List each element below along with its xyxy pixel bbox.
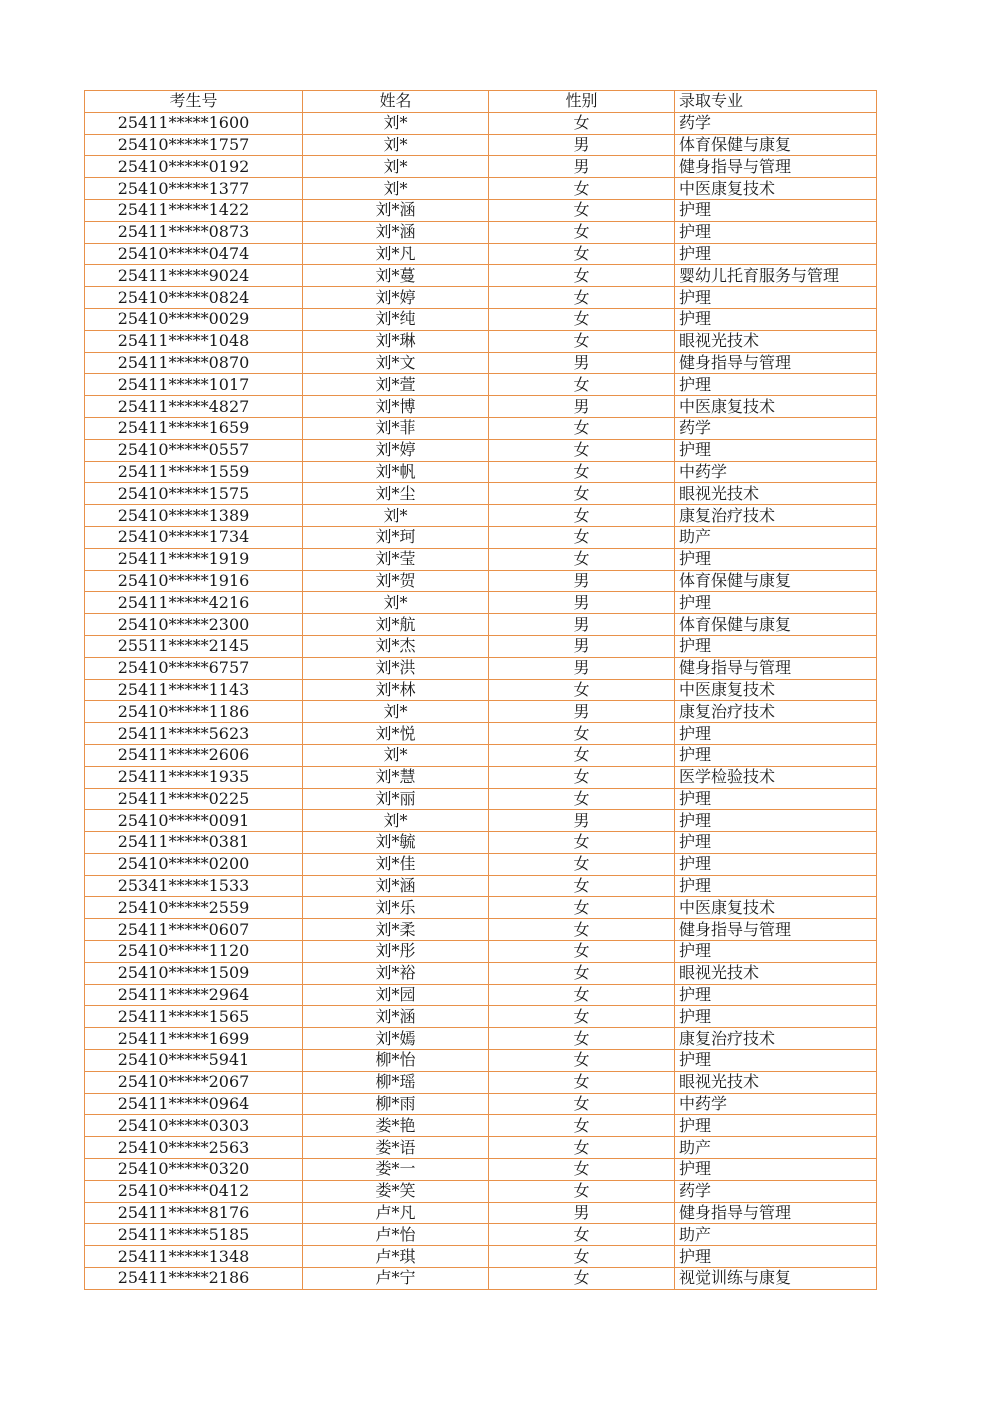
gender-cell: 女 [489, 962, 675, 984]
table-row [85, 766, 877, 788]
exam-id-cell: 25411*****0607 [85, 919, 303, 941]
major-cell: 护理 [675, 810, 877, 832]
gender-cell: 女 [489, 984, 675, 1006]
major-cell: 健身指导与管理 [675, 352, 877, 374]
major-cell: 健身指导与管理 [675, 156, 877, 178]
exam-id-cell: 25411*****1659 [85, 417, 303, 439]
gender-cell: 女 [489, 897, 675, 919]
gender-cell: 女 [489, 875, 675, 897]
gender-cell: 女 [489, 505, 675, 527]
table-row [85, 723, 877, 745]
gender-cell: 女 [489, 112, 675, 134]
exam-id-cell: 25410*****1509 [85, 962, 303, 984]
header-exam-id: 考生号 [85, 91, 303, 113]
table-row [85, 134, 877, 156]
name-cell: 刘*悦 [303, 723, 489, 745]
gender-cell: 女 [489, 1115, 675, 1137]
exam-id-cell: 25411*****1919 [85, 548, 303, 570]
table-row [85, 657, 877, 679]
table-row [85, 526, 877, 548]
table-row [85, 853, 877, 875]
name-cell: 刘*园 [303, 984, 489, 1006]
table-row [85, 875, 877, 897]
name-cell: 刘* [303, 134, 489, 156]
exam-id-cell: 25411*****1699 [85, 1028, 303, 1050]
name-cell: 刘*博 [303, 396, 489, 418]
name-cell: 刘*莹 [303, 548, 489, 570]
exam-id-cell: 25410*****1120 [85, 941, 303, 963]
table-row [85, 1028, 877, 1050]
table-row [85, 461, 877, 483]
major-cell: 康复治疗技术 [675, 1028, 877, 1050]
table-row [85, 1093, 877, 1115]
exam-id-cell: 25410*****1377 [85, 178, 303, 200]
gender-cell: 男 [489, 592, 675, 614]
gender-cell: 女 [489, 766, 675, 788]
exam-id-cell: 25411*****0381 [85, 832, 303, 854]
major-cell: 体育保健与康复 [675, 134, 877, 156]
table-row [85, 919, 877, 941]
name-cell: 刘* [303, 810, 489, 832]
header-row [85, 91, 877, 113]
major-cell: 护理 [675, 221, 877, 243]
table-row [85, 483, 877, 505]
exam-id-cell: 25410*****1186 [85, 701, 303, 723]
major-cell: 药学 [675, 1180, 877, 1202]
major-cell: 护理 [675, 875, 877, 897]
gender-cell: 男 [489, 352, 675, 374]
table-row [85, 810, 877, 832]
name-cell: 刘*婷 [303, 287, 489, 309]
major-cell: 护理 [675, 287, 877, 309]
name-cell: 刘*涵 [303, 221, 489, 243]
name-cell: 刘*婷 [303, 439, 489, 461]
table-row [85, 439, 877, 461]
table-row [85, 1137, 877, 1159]
major-cell: 护理 [675, 1006, 877, 1028]
name-cell: 刘* [303, 156, 489, 178]
table-row [85, 374, 877, 396]
major-cell: 中医康复技术 [675, 396, 877, 418]
gender-cell: 男 [489, 570, 675, 592]
name-cell: 刘*航 [303, 614, 489, 636]
major-cell: 体育保健与康复 [675, 570, 877, 592]
gender-cell: 女 [489, 178, 675, 200]
exam-id-cell: 25410*****2067 [85, 1071, 303, 1093]
gender-cell: 女 [489, 308, 675, 330]
major-cell: 护理 [675, 832, 877, 854]
exam-id-cell: 25411*****1422 [85, 199, 303, 221]
major-cell: 护理 [675, 1159, 877, 1181]
table-row [85, 1268, 877, 1290]
table-row [85, 614, 877, 636]
table-row [85, 156, 877, 178]
exam-id-cell: 25411*****2606 [85, 744, 303, 766]
exam-id-cell: 25411*****1559 [85, 461, 303, 483]
table-row [85, 505, 877, 527]
major-cell: 视觉训练与康复 [675, 1268, 877, 1290]
exam-id-cell: 25411*****1017 [85, 374, 303, 396]
exam-id-cell: 25410*****0029 [85, 308, 303, 330]
name-cell: 刘*尘 [303, 483, 489, 505]
table-row [85, 199, 877, 221]
gender-cell: 男 [489, 1202, 675, 1224]
gender-cell: 女 [489, 221, 675, 243]
gender-cell: 男 [489, 156, 675, 178]
major-cell: 医学检验技术 [675, 766, 877, 788]
exam-id-cell: 25410*****5941 [85, 1050, 303, 1072]
exam-id-cell: 25410*****0303 [85, 1115, 303, 1137]
major-cell: 护理 [675, 635, 877, 657]
gender-cell: 女 [489, 548, 675, 570]
name-cell: 刘*纯 [303, 308, 489, 330]
table-row [85, 635, 877, 657]
exam-id-cell: 25411*****1600 [85, 112, 303, 134]
table-row [85, 548, 877, 570]
exam-id-cell: 25410*****0412 [85, 1180, 303, 1202]
table-row [85, 679, 877, 701]
name-cell: 刘*慧 [303, 766, 489, 788]
major-cell: 药学 [675, 417, 877, 439]
name-cell: 刘*嫣 [303, 1028, 489, 1050]
name-cell: 刘*杰 [303, 635, 489, 657]
exam-id-cell: 25411*****1565 [85, 1006, 303, 1028]
gender-cell: 男 [489, 657, 675, 679]
gender-cell: 女 [489, 1180, 675, 1202]
major-cell: 助产 [675, 1137, 877, 1159]
table-row [85, 417, 877, 439]
table-row [85, 1006, 877, 1028]
major-cell: 护理 [675, 788, 877, 810]
exam-id-cell: 25411*****0873 [85, 221, 303, 243]
exam-id-cell: 25411*****2186 [85, 1268, 303, 1290]
exam-id-cell: 25411*****1348 [85, 1246, 303, 1268]
name-cell: 刘*涵 [303, 875, 489, 897]
gender-cell: 女 [489, 1224, 675, 1246]
exam-id-cell: 25411*****1935 [85, 766, 303, 788]
table-row [85, 330, 877, 352]
gender-cell: 男 [489, 614, 675, 636]
major-cell: 中药学 [675, 461, 877, 483]
exam-id-cell: 25511*****2145 [85, 635, 303, 657]
major-cell: 中药学 [675, 1093, 877, 1115]
name-cell: 刘* [303, 112, 489, 134]
major-cell: 护理 [675, 548, 877, 570]
table-row [85, 832, 877, 854]
exam-id-cell: 25410*****1575 [85, 483, 303, 505]
exam-id-cell: 25410*****0192 [85, 156, 303, 178]
name-cell: 刘* [303, 592, 489, 614]
major-cell: 眼视光技术 [675, 1071, 877, 1093]
major-cell: 护理 [675, 723, 877, 745]
exam-id-cell: 25410*****1389 [85, 505, 303, 527]
name-cell: 娄*一 [303, 1159, 489, 1181]
exam-id-cell: 25411*****8176 [85, 1202, 303, 1224]
major-cell: 药学 [675, 112, 877, 134]
table-row [85, 308, 877, 330]
name-cell: 刘*林 [303, 679, 489, 701]
name-cell: 娄*艳 [303, 1115, 489, 1137]
name-cell: 柳*雨 [303, 1093, 489, 1115]
name-cell: 卢*凡 [303, 1202, 489, 1224]
major-cell: 护理 [675, 941, 877, 963]
gender-cell: 女 [489, 1028, 675, 1050]
name-cell: 刘*琳 [303, 330, 489, 352]
name-cell: 柳*怡 [303, 1050, 489, 1072]
name-cell: 刘*菲 [303, 417, 489, 439]
name-cell: 刘*珂 [303, 526, 489, 548]
exam-id-cell: 25411*****9024 [85, 265, 303, 287]
gender-cell: 女 [489, 1137, 675, 1159]
name-cell: 卢*怡 [303, 1224, 489, 1246]
gender-cell: 女 [489, 788, 675, 810]
name-cell: 刘*蔓 [303, 265, 489, 287]
exam-id-cell: 25411*****0964 [85, 1093, 303, 1115]
table-row [85, 352, 877, 374]
name-cell: 刘*文 [303, 352, 489, 374]
gender-cell: 女 [489, 1071, 675, 1093]
table-row [85, 243, 877, 265]
gender-cell: 女 [489, 1268, 675, 1290]
header-name: 姓名 [303, 91, 489, 113]
name-cell: 刘* [303, 178, 489, 200]
major-cell: 健身指导与管理 [675, 657, 877, 679]
admission-table [84, 90, 877, 1290]
table-row [85, 1224, 877, 1246]
name-cell: 刘*丽 [303, 788, 489, 810]
exam-id-cell: 25410*****2563 [85, 1137, 303, 1159]
major-cell: 助产 [675, 526, 877, 548]
major-cell: 眼视光技术 [675, 962, 877, 984]
major-cell: 婴幼儿托育服务与管理 [675, 265, 877, 287]
gender-cell: 男 [489, 635, 675, 657]
name-cell: 刘*凡 [303, 243, 489, 265]
table-row [85, 984, 877, 1006]
table-row [85, 897, 877, 919]
gender-cell: 女 [489, 417, 675, 439]
exam-id-cell: 25411*****4827 [85, 396, 303, 418]
name-cell: 刘*萱 [303, 374, 489, 396]
table-row [85, 396, 877, 418]
exam-id-cell: 25410*****0091 [85, 810, 303, 832]
gender-cell: 女 [489, 723, 675, 745]
major-cell: 护理 [675, 308, 877, 330]
name-cell: 柳*瑶 [303, 1071, 489, 1093]
major-cell: 体育保健与康复 [675, 614, 877, 636]
name-cell: 刘* [303, 505, 489, 527]
name-cell: 娄*笑 [303, 1180, 489, 1202]
gender-cell: 女 [489, 439, 675, 461]
exam-id-cell: 25410*****6757 [85, 657, 303, 679]
exam-id-cell: 25410*****0200 [85, 853, 303, 875]
exam-id-cell: 25411*****1143 [85, 679, 303, 701]
major-cell: 中医康复技术 [675, 679, 877, 701]
exam-id-cell: 25411*****1048 [85, 330, 303, 352]
table-row [85, 1159, 877, 1181]
gender-cell: 女 [489, 1246, 675, 1268]
name-cell: 刘*彤 [303, 941, 489, 963]
table-body [85, 112, 877, 1289]
table-row [85, 941, 877, 963]
exam-id-cell: 25411*****0870 [85, 352, 303, 374]
table-row [85, 1202, 877, 1224]
major-cell: 护理 [675, 199, 877, 221]
major-cell: 健身指导与管理 [675, 1202, 877, 1224]
exam-id-cell: 25411*****2964 [85, 984, 303, 1006]
gender-cell: 女 [489, 287, 675, 309]
gender-cell: 女 [489, 330, 675, 352]
exam-id-cell: 25410*****1757 [85, 134, 303, 156]
gender-cell: 女 [489, 483, 675, 505]
table-row [85, 1071, 877, 1093]
table-row [85, 112, 877, 134]
major-cell: 康复治疗技术 [675, 505, 877, 527]
gender-cell: 女 [489, 1050, 675, 1072]
name-cell: 刘*佳 [303, 853, 489, 875]
name-cell: 刘*裕 [303, 962, 489, 984]
table-row [85, 788, 877, 810]
name-cell: 刘*涵 [303, 1006, 489, 1028]
exam-id-cell: 25410*****0320 [85, 1159, 303, 1181]
gender-cell: 女 [489, 919, 675, 941]
exam-id-cell: 25410*****1734 [85, 526, 303, 548]
major-cell: 护理 [675, 1050, 877, 1072]
exam-id-cell: 25410*****0824 [85, 287, 303, 309]
gender-cell: 女 [489, 853, 675, 875]
name-cell: 刘*涵 [303, 199, 489, 221]
gender-cell: 女 [489, 1159, 675, 1181]
exam-id-cell: 25410*****1916 [85, 570, 303, 592]
gender-cell: 女 [489, 744, 675, 766]
name-cell: 卢*琪 [303, 1246, 489, 1268]
name-cell: 娄*语 [303, 1137, 489, 1159]
gender-cell: 女 [489, 941, 675, 963]
gender-cell: 女 [489, 1093, 675, 1115]
gender-cell: 女 [489, 832, 675, 854]
gender-cell: 男 [489, 396, 675, 418]
gender-cell: 男 [489, 134, 675, 156]
exam-id-cell: 25410*****0557 [85, 439, 303, 461]
name-cell: 刘*柔 [303, 919, 489, 941]
major-cell: 中医康复技术 [675, 178, 877, 200]
gender-cell: 男 [489, 701, 675, 723]
major-cell: 康复治疗技术 [675, 701, 877, 723]
major-cell: 护理 [675, 984, 877, 1006]
major-cell: 健身指导与管理 [675, 919, 877, 941]
gender-cell: 女 [489, 374, 675, 396]
major-cell: 护理 [675, 243, 877, 265]
exam-id-cell: 25411*****4216 [85, 592, 303, 614]
major-cell: 护理 [675, 439, 877, 461]
name-cell: 刘* [303, 701, 489, 723]
major-cell: 助产 [675, 1224, 877, 1246]
name-cell: 刘*乐 [303, 897, 489, 919]
table-row [85, 221, 877, 243]
header-gender: 性别 [489, 91, 675, 113]
exam-id-cell: 25410*****2559 [85, 897, 303, 919]
exam-id-cell: 25411*****5623 [85, 723, 303, 745]
major-cell: 眼视光技术 [675, 483, 877, 505]
table-row [85, 1246, 877, 1268]
gender-cell: 女 [489, 679, 675, 701]
major-cell: 护理 [675, 1246, 877, 1268]
name-cell: 刘*帆 [303, 461, 489, 483]
gender-cell: 女 [489, 243, 675, 265]
major-cell: 中医康复技术 [675, 897, 877, 919]
exam-id-cell: 25410*****0474 [85, 243, 303, 265]
gender-cell: 男 [489, 810, 675, 832]
name-cell: 刘*毓 [303, 832, 489, 854]
name-cell: 刘*洪 [303, 657, 489, 679]
table-row [85, 1115, 877, 1137]
exam-id-cell: 25411*****5185 [85, 1224, 303, 1246]
name-cell: 卢*宁 [303, 1268, 489, 1290]
major-cell: 护理 [675, 1115, 877, 1137]
table-row [85, 744, 877, 766]
table-row [85, 1180, 877, 1202]
gender-cell: 女 [489, 461, 675, 483]
gender-cell: 女 [489, 265, 675, 287]
table-row [85, 287, 877, 309]
exam-id-cell: 25411*****0225 [85, 788, 303, 810]
table-row [85, 265, 877, 287]
gender-cell: 女 [489, 1006, 675, 1028]
table-row [85, 962, 877, 984]
major-cell: 护理 [675, 744, 877, 766]
table-row [85, 1050, 877, 1072]
major-cell: 护理 [675, 374, 877, 396]
table-row [85, 592, 877, 614]
table-row [85, 701, 877, 723]
table-row [85, 570, 877, 592]
gender-cell: 女 [489, 199, 675, 221]
major-cell: 护理 [675, 592, 877, 614]
exam-id-cell: 25410*****2300 [85, 614, 303, 636]
name-cell: 刘*贺 [303, 570, 489, 592]
major-cell: 护理 [675, 853, 877, 875]
major-cell: 眼视光技术 [675, 330, 877, 352]
header-major: 录取专业 [675, 91, 877, 113]
gender-cell: 女 [489, 526, 675, 548]
table-row [85, 178, 877, 200]
name-cell: 刘* [303, 744, 489, 766]
exam-id-cell: 25341*****1533 [85, 875, 303, 897]
